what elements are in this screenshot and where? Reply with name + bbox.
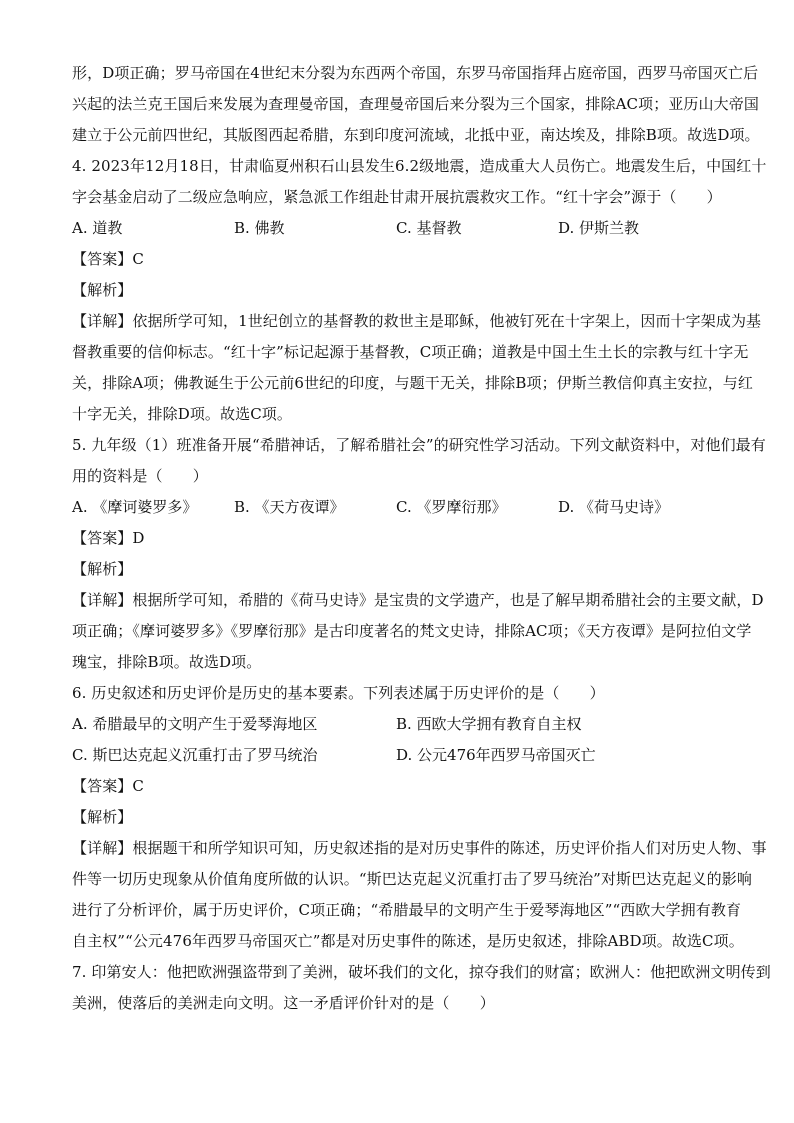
carryover-line: 兴起的法兰克王国后来发展为查理曼帝国，查理曼帝国后来分裂为三个国家，排除AC项；亚历山大帝国 xyxy=(72,95,759,113)
q4-detail: 关，排除A项；佛教诞生于公元前6世纪的印度，与题干无关，排除B项；伊斯兰教信仰真主安拉，与红 xyxy=(72,374,754,392)
q4-detail: 督教重要的信仰标志。“红十字”标记起源于基督教，C项正确；道教是中国土生土长的宗教与红十字无 xyxy=(72,343,749,361)
q5-detail: 项正确；《摩诃婆罗多》《罗摩衍那》是古印度著名的梵文史诗，排除AC项；《天方夜谭》是阿拉伯文学 xyxy=(72,622,752,640)
q5-option-b: B. 《天方夜谭》 xyxy=(234,498,345,516)
q4-stem: 4. 2023年12月18日，甘肃临夏州积石山县发生6.2级地震，造成重大人员伤亡。地震发生后，中国红十 xyxy=(72,157,767,175)
q5-analysis: 【解析】 xyxy=(72,560,133,578)
carryover-line: 形，D项正确；罗马帝国在4世纪末分裂为东西两个帝国，东罗马帝国指拜占庭帝国，西罗马帝国灭亡后 xyxy=(72,64,759,82)
q4-analysis: 【解析】 xyxy=(72,281,133,299)
q6-option-a: A. 希腊最早的文明产生于爱琴海地区 xyxy=(72,715,318,733)
q4-stem: 字会基金启动了二级应急响应，紧急派工作组赴甘肃开展抗震救灾工作。“红十字会”源于（ ） xyxy=(72,188,722,206)
q6-analysis: 【解析】 xyxy=(72,808,133,826)
q6-detail: 自主权”“公元476年西罗马帝国灭亡”都是对历史事件的陈述，是历史叙述，排除ABD项。故选C项。 xyxy=(72,932,744,950)
q5-detail: 【详解】根据所学可知，希腊的《荷马史诗》是宝贵的文学遗产，也是了解早期希腊社会的主要文献，D xyxy=(72,591,764,609)
q6-options-row1 xyxy=(72,709,722,740)
document-page xyxy=(72,58,771,1019)
q4-option-a: A. 道教 xyxy=(72,219,123,237)
q5-option-d: D. 《荷马史诗》 xyxy=(558,498,670,516)
q6-option-b: B. 西欧大学拥有教育自主权 xyxy=(396,715,582,733)
q4-detail: 十字无关，排除D项。故选C项。 xyxy=(72,405,293,423)
q4-options xyxy=(72,213,722,244)
q7-stem: 美洲，使落后的美洲走向文明。这一矛盾评价针对的是（ ） xyxy=(72,994,495,1012)
q5-stem: 5. 九年级（1）班准备开展“希腊神话，了解希腊社会”的研究性学习活动。下列文献资料中，对他们最有 xyxy=(72,436,766,454)
q6-detail: 进行了分析评价，属于历史评价，C项正确；“希腊最早的文明产生于爱琴海地区”“西欧大学拥有教育 xyxy=(72,901,742,919)
q6-detail: 件等一切历史现象从价值角度所做的认识。“斯巴达克起义沉重打击了罗马统治”对斯巴达克起义的影响 xyxy=(72,870,752,888)
q5-options xyxy=(72,492,722,523)
q6-options-row2 xyxy=(72,740,722,771)
q6-answer: 【答案】C xyxy=(72,777,144,795)
q7-stem: 7. 印第安人：他把欧洲强盗带到了美洲，破坏我们的文化，掠夺我们的财富；欧洲人：他把欧洲文明传到 xyxy=(72,963,771,981)
q4-answer: 【答案】C xyxy=(72,250,144,268)
q4-detail: 【详解】依据所学可知，1世纪创立的基督教的救世主是耶稣，他被钉死在十字架上，因而十字架成为基 xyxy=(72,312,762,330)
q5-option-c: C. 《罗摩衍那》 xyxy=(396,498,507,516)
q6-detail: 【详解】根据题干和所学知识可知，历史叙述指的是对历史事件的陈述，历史评价指人们对历史人物、事 xyxy=(72,839,767,857)
q6-option-d: D. 公元476年西罗马帝国灭亡 xyxy=(396,746,596,764)
q4-option-d: D. 伊斯兰教 xyxy=(558,219,640,237)
q4-option-c: C. 基督教 xyxy=(396,219,462,237)
q6-option-c: C. 斯巴达克起义沉重打击了罗马统治 xyxy=(72,746,318,764)
q5-answer: 【答案】D xyxy=(72,529,145,547)
carryover-line: 建立于公元前四世纪，其版图西起希腊，东到印度河流域，北抵中亚，南达埃及，排除B项。故选D项。 xyxy=(72,126,760,144)
q6-stem: 6. 历史叙述和历史评价是历史的基本要素。下列表述属于历史评价的是（ ） xyxy=(72,684,605,702)
q5-detail: 瑰宝，排除B项。故选D项。 xyxy=(72,653,262,671)
q5-stem: 用的资料是（ ） xyxy=(72,467,208,485)
q4-option-b: B. 佛教 xyxy=(234,219,285,237)
q5-option-a: A. 《摩诃婆罗多》 xyxy=(72,498,198,516)
